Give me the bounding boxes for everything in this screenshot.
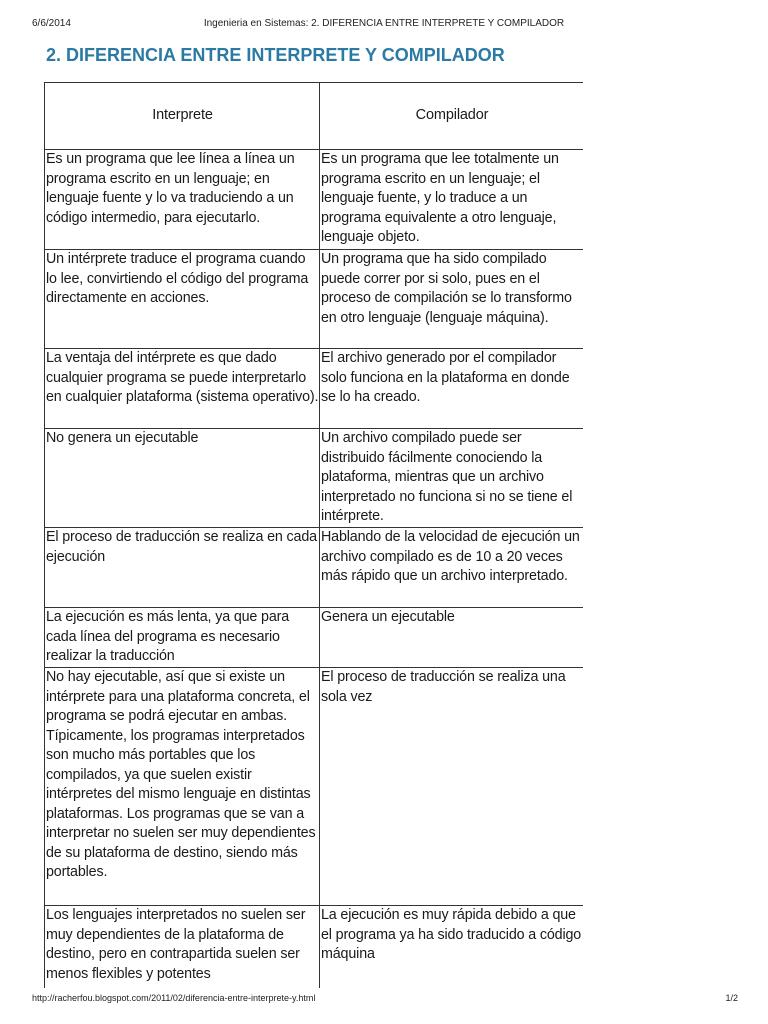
table-row	[45, 349, 584, 429]
page-title: 2. DIFERENCIA ENTRE INTERPRETE Y COMPILADOR	[46, 45, 505, 65]
print-header-title: Ingenieria en Sistemas: 2. DIFERENCIA ENTRE INTERPRETE Y COMPILADOR	[203, 18, 565, 29]
table-row	[45, 429, 584, 528]
table-row	[45, 250, 584, 349]
table-header-row	[45, 83, 584, 150]
compilador-cell: La ejecución es muy rápida debido a que el programa ya ha sido traducido a código máquina	[320, 906, 584, 989]
interprete-cell: No genera un ejecutable	[45, 429, 320, 528]
table-row	[45, 906, 584, 989]
compilador-cell: Un archivo compilado puede ser distribuido fácilmente conociendo la plataforma, mientras que un archivo interpretado no funciona si no se tiene el intérprete.	[320, 429, 584, 528]
compilador-cell: El proceso de traducción se realiza una sola vez	[320, 668, 584, 906]
compilador-cell: Es un programa que lee totalmente un programa escrito en un lenguaje; el lenguaje fuente, y lo traduce a un programa equivalente a otro lenguaje, lenguaje objeto.	[320, 150, 584, 250]
compilador-cell: Un programa que ha sido compilado puede correr por si solo, pues en el proceso de compilación se lo transformo en otro lenguaje (lenguaje máquina).	[320, 250, 584, 349]
interprete-cell: Un intérprete traduce el programa cuando lo lee, convirtiendo el código del programa directamente en acciones.	[45, 250, 320, 349]
column-header-compilador: Compilador	[320, 83, 584, 150]
interprete-cell: La ventaja del intérprete es que dado cualquier programa se puede interpretarlo en cualquier plataforma (sistema operativo).	[45, 349, 320, 429]
source-url: http://racherfou.blogspot.com/2011/02/diferencia-entre-interprete-y.html	[32, 993, 316, 1003]
page-number: 1/2	[725, 993, 738, 1003]
print-date: 6/6/2014	[32, 18, 71, 29]
comparison-table	[44, 82, 583, 988]
interprete-cell: La ejecución es más lenta, ya que para cada línea del programa es necesario realizar la traducción	[45, 608, 320, 668]
compilador-cell: Hablando de la velocidad de ejecución un archivo compilado es de 10 a 20 veces más rápido que un archivo interpretado.	[320, 528, 584, 608]
interprete-cell: Es un programa que lee línea a línea un programa escrito en un lenguaje; en lenguaje fuente y lo va traduciendo a un código intermedio, para ejecutarlo.	[45, 150, 320, 250]
table-row	[45, 528, 584, 608]
interprete-cell: El proceso de traducción se realiza en cada ejecución	[45, 528, 320, 608]
comparison-table-container	[44, 82, 583, 988]
interprete-cell: No hay ejecutable, así que si existe un intérprete para una plataforma concreta, el programa se podrá ejecutar en ambas. Típicamente, los programas interpretados son mucho más portables que los compilados, ya que suelen existir intérpretes del mismo lenguaje en distintas plataformas. Los programas que se van a interpretar no suelen ser muy dependientes de su plataforma de destino, siendo más portables.	[45, 668, 320, 906]
table-row	[45, 608, 584, 668]
table-row	[45, 668, 584, 906]
interprete-cell: Los lenguajes interpretados no suelen ser muy dependientes de la plataforma de destino, pero en contrapartida suelen ser menos flexibles y potentes	[45, 906, 320, 989]
compilador-cell: Genera un ejecutable	[320, 608, 584, 668]
compilador-cell: El archivo generado por el compilador solo funciona en la plataforma en donde se lo ha creado.	[320, 349, 584, 429]
column-header-interprete: Interprete	[45, 83, 320, 150]
table-row	[45, 150, 584, 250]
